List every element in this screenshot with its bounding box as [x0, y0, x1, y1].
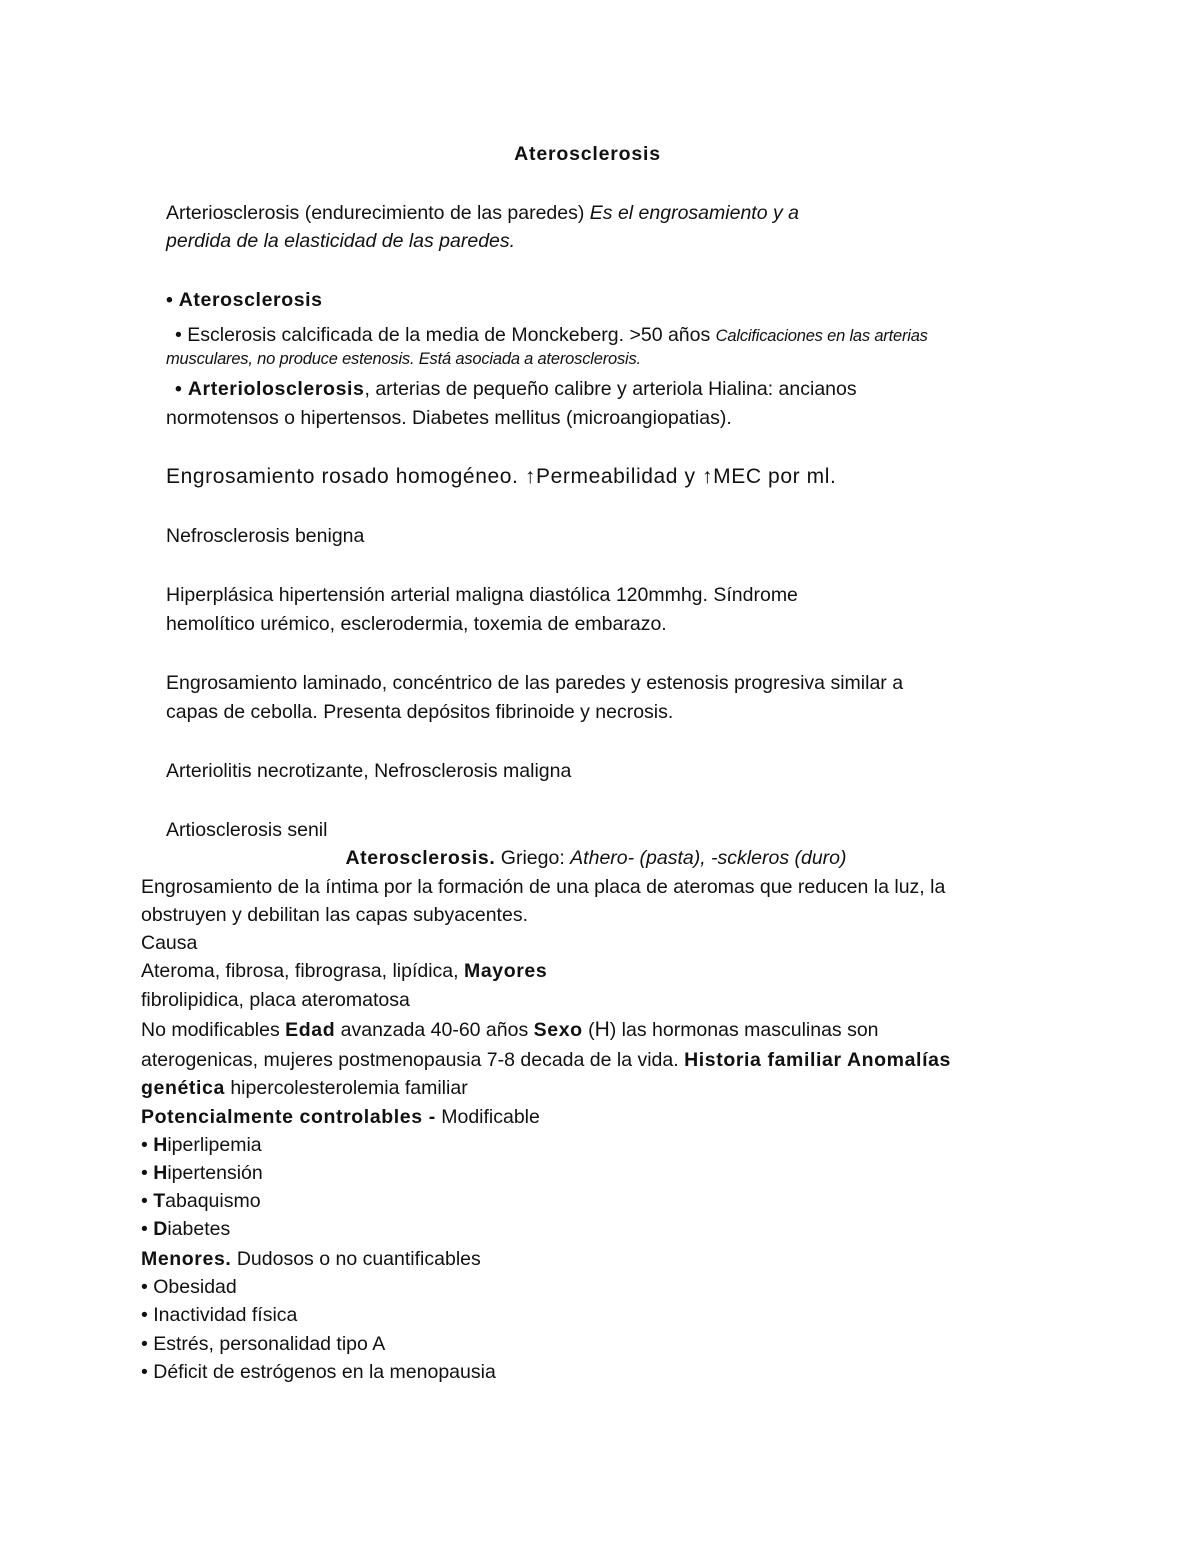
- list-item-initial: D: [153, 1218, 168, 1240]
- list-item-text: Inactividad física: [153, 1304, 298, 1326]
- causa-heading: Causa: [141, 932, 198, 954]
- edad-term: Edad: [285, 1019, 336, 1041]
- bullet: •: [141, 1218, 148, 1240]
- aterogenicas-line: [141, 1046, 951, 1074]
- arteriolosclerosis-line-1: [175, 375, 857, 403]
- modificable-text: Modificable: [435, 1106, 540, 1128]
- document-title: Aterosclerosis: [514, 143, 661, 165]
- no-modificables-text: No modificables: [141, 1019, 286, 1041]
- ateroma-text: Ateroma, fibrosa, fibrograsa, lipídica,: [141, 960, 464, 982]
- bullet: •: [141, 1304, 148, 1326]
- list-item: [141, 1273, 237, 1301]
- section-aterosclerosis: [166, 286, 323, 314]
- arteriolitis-line: Arteriolitis necrotizante, Nefrosclerosis maligna: [166, 760, 572, 782]
- paragraph-1-line-1: Engrosamiento de la íntima por la formación de una placa de ateromas que reducen la luz, la: [141, 876, 946, 898]
- list-item-text: Estrés, personalidad tipo A: [153, 1333, 386, 1355]
- menores-text: Dudosos o no cuantificables: [231, 1248, 481, 1270]
- arteriolosclerosis-text: , arterias de pequeño calibre y arteriola Hialina: ancianos: [364, 378, 857, 400]
- list-item-text: Déficit de estrógenos en la menopausia: [153, 1361, 496, 1383]
- arteriolosclerosis-term: Arteriolosclerosis: [187, 378, 365, 400]
- monckeberg-text: Esclerosis calcificada de la media de Monckeberg. >50 años: [187, 324, 716, 346]
- bullet: •: [141, 1162, 148, 1184]
- bullet: •: [141, 1361, 148, 1383]
- paragraph-1-line-2: obstruyen y debilitan las capas subyacentes.: [141, 904, 528, 926]
- sexo-term: Sexo: [533, 1019, 583, 1041]
- bullet: •: [141, 1333, 148, 1355]
- section-aterosclerosis-label: Aterosclerosis: [178, 289, 323, 311]
- sexo-rest: ) las hormonas masculinas son: [609, 1019, 879, 1041]
- genetica-text: hipercolesterolemia familiar: [224, 1077, 468, 1099]
- historia-term: Historia familiar Anomalías: [684, 1049, 951, 1071]
- ateroma-line: [141, 957, 547, 985]
- intro-line-1: [166, 199, 799, 227]
- bullet: •: [175, 324, 182, 346]
- list-item-initial: H: [153, 1162, 168, 1184]
- list-item: [141, 1301, 297, 1329]
- list-item: [141, 1187, 261, 1215]
- list-item-initial: H: [153, 1134, 168, 1156]
- sexo-open: (: [582, 1019, 595, 1041]
- list-item-rest: iperlipemia: [167, 1134, 262, 1156]
- list-item: [141, 1358, 496, 1386]
- list-item: [141, 1159, 263, 1187]
- genetica-term: genética: [141, 1077, 225, 1099]
- artiosclerosis-senil: Artiosclerosis senil: [166, 819, 328, 841]
- hiperplasica-line-1: Hiperplásica hipertensión arterial maligna diastólica 120mmhg. Síndrome: [166, 584, 798, 606]
- bullet: •: [141, 1134, 148, 1156]
- menores-line: [141, 1245, 481, 1273]
- menores-term: Menores.: [141, 1248, 232, 1270]
- intro-line-2: perdida de la elasticidad de las paredes.: [166, 230, 516, 252]
- list-item-rest: iabetes: [167, 1218, 231, 1240]
- laminado-line-2: capas de cebolla. Presenta depósitos fibrinoide y necrosis.: [166, 701, 674, 723]
- potencialmente-term: Potencialmente controlables -: [141, 1106, 436, 1128]
- fibrolipidica-line: fibrolipidica, placa ateromatosa: [141, 989, 410, 1011]
- laminado-line-1: Engrosamiento laminado, concéntrico de las paredes y estenosis progresiva similar a: [166, 672, 904, 694]
- definition-griego: Griego:: [495, 847, 571, 869]
- bullet: •: [141, 1190, 148, 1212]
- definition-heading: [0, 844, 1192, 872]
- bullet: •: [166, 289, 174, 311]
- definition-etymology: Athero- (pasta), -sckleros (duro): [570, 847, 847, 869]
- list-item: [141, 1215, 230, 1243]
- list-item-rest: abaquismo: [165, 1190, 261, 1212]
- list-item-rest: ipertensión: [167, 1162, 263, 1184]
- nefrosclerosis-benigna: Nefrosclerosis benigna: [166, 525, 365, 547]
- list-item-text: Obesidad: [153, 1276, 237, 1298]
- list-item: [141, 1330, 385, 1358]
- list-item: [141, 1131, 262, 1159]
- intro-italic-a: Es el engrosamiento y a: [589, 202, 799, 224]
- mayores-term: Mayores: [463, 960, 548, 982]
- arteriolosclerosis-line-2: normotensos o hipertensos. Diabetes mellitus (microangiopatias).: [166, 407, 732, 429]
- hiperplasica-line-2: hemolítico urémico, esclerodermia, toxemia de embarazo.: [166, 613, 667, 635]
- monckeberg-italic-a: Calcificaciones en las arterias: [715, 327, 928, 345]
- no-modificables-line: [141, 1016, 879, 1044]
- engrosamiento-rosado: Engrosamiento rosado homogéneo. ↑Permeabilidad y ↑MEC por ml.: [166, 465, 837, 488]
- intro-text: Arteriosclerosis (endurecimiento de las paredes): [166, 202, 590, 224]
- definition-term: Aterosclerosis.: [345, 847, 496, 869]
- edad-text: avanzada 40-60 años: [335, 1019, 534, 1041]
- monckeberg-line-2: musculares, no produce estenosis. Está asociada a aterosclerosis.: [166, 350, 641, 368]
- potencialmente-line: [141, 1103, 540, 1131]
- sexo-h: H: [594, 1018, 610, 1041]
- genetica-line: [141, 1074, 468, 1102]
- bullet: •: [175, 378, 183, 400]
- bullet: •: [141, 1276, 148, 1298]
- list-item-initial: T: [153, 1190, 166, 1212]
- aterogenicas-text: aterogenicas, mujeres postmenopausia 7-8 decada de la vida.: [141, 1049, 685, 1071]
